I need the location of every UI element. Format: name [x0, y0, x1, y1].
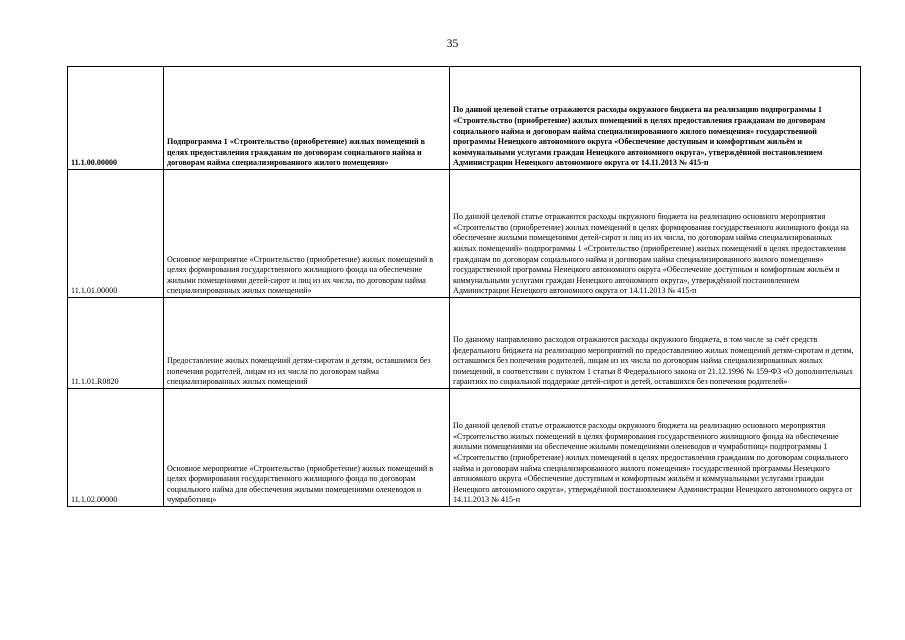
- target-article-name: Предоставление жилых помещений детям-сиротам и детям, оставшимся без попечения родителей, лицам из их числа по договорам найма специализированных жилых помещений: [164, 298, 450, 389]
- target-article-description: По данной целевой статье отражаются расходы окружного бюджета на реализацию подпрограммы 1 «Строительство (приобретение) жилых помещений в целях предоставления гражданам по договорам социального найма и договорам найма специализированного жилого помещения» государственной программы Ненецкого автономного округа «Обеспечение доступным и комфортным жильём и коммунальными услугами граждан Ненецкого автономного округа», утверждённой постановлением Администрации Ненецкого автономного округа от 14.11.2013 № 415-п: [450, 67, 861, 170]
- target-article-description: По данной целевой статье отражаются расходы окружного бюджета на реализацию основного мероприятия «Строительство жилых помещений в целях формирования государственного жилищного фонда на обеспечение жилыми помещениями на обеспечение жилыми помещениями оленеводов и чумработниц» подпрограммы 1 «Строительство (приобретение) жилых помещений в целях предоставления гражданам по договорам социального найма и договорам найма специализированного жилого помещения» государственной программы Ненецкого автономного округа «Обеспечение доступным и комфортным жильём и коммунальными услугами граждан Ненецкого автономного округа», утверждённой постановлением Администрации Ненецкого автономного округа от 14.11.2013 № 415-п: [450, 389, 861, 507]
- target-article-name: Основное мероприятие «Строительство (приобретение) жилых помещений в целях формирования государственного жилищного фонда по договорам социального найма для обеспечения жилыми помещениями оленеводов и чумработниц»: [164, 389, 450, 507]
- target-article-name: Подпрограмма 1 «Строительство (приобретение) жилых помещений в целях предоставления гражданам по договорам социального найма и договорам найма специализированного жилого помещения»: [164, 67, 450, 170]
- target-article-description: По данному направлению расходов отражаются расходы окружного бюджета, в том числе за счёт средств федерального бюджета на реализацию мероприятий по предоставлению жилых помещений детям-сиротам и детям, оставшимся без попечения родителей, лицам из их числа по договорам найма специализированных жилых помещений, в соответствии с пунктом 1 статьи 8 Федерального закона от 21.12.1996 № 159-ФЗ «О дополнительных гарантиях по социальной поддержке детей-сирот и детей, оставшихся без попечения родителей»: [450, 298, 861, 389]
- target-article-code: 11.1.02.00000: [68, 389, 164, 507]
- target-article-code: 11.1.01.R0820: [68, 298, 164, 389]
- page-number: 35: [446, 38, 459, 50]
- table-row: [68, 67, 861, 170]
- target-article-code: 11.1.01.00000: [68, 170, 164, 298]
- target-article-name: Основное мероприятие «Строительство (приобретение) жилых помещений в целях формирования государственного жилищного фонда на обеспечение жилыми помещениями детей-сирот и лиц из их числа, по договорам найма специализированных жилых помещений»: [164, 170, 450, 298]
- target-article-description: По данной целевой статье отражаются расходы окружного бюджета на реализацию основного мероприятия «Строительство (приобретение) жилых помещений в целях формирования государственного жилищного фонда на обеспечение жилыми помещениями детей-сирот и лиц из их числа, по договорам найма специализированных жилых помещений» подпрограммы 1 «Строительство (приобретение) жилых помещений в целях предоставления гражданам по договорам социального найма и договорам найма специализированного жилого помещения» государственной программы Ненецкого автономного округа «Обеспечение доступным и комфортным жильём и коммунальными услугами граждан Ненецкого автономного округа», утверждённой постановлением Администрации Ненецкого автономного округа от 14.11.2013 № 415-п: [450, 170, 861, 298]
- budget-classification-table: [67, 66, 861, 507]
- table-row: [68, 170, 861, 298]
- table-row: [68, 389, 861, 507]
- table-row: [68, 298, 861, 389]
- target-article-code: 11.1.00.00000: [68, 67, 164, 170]
